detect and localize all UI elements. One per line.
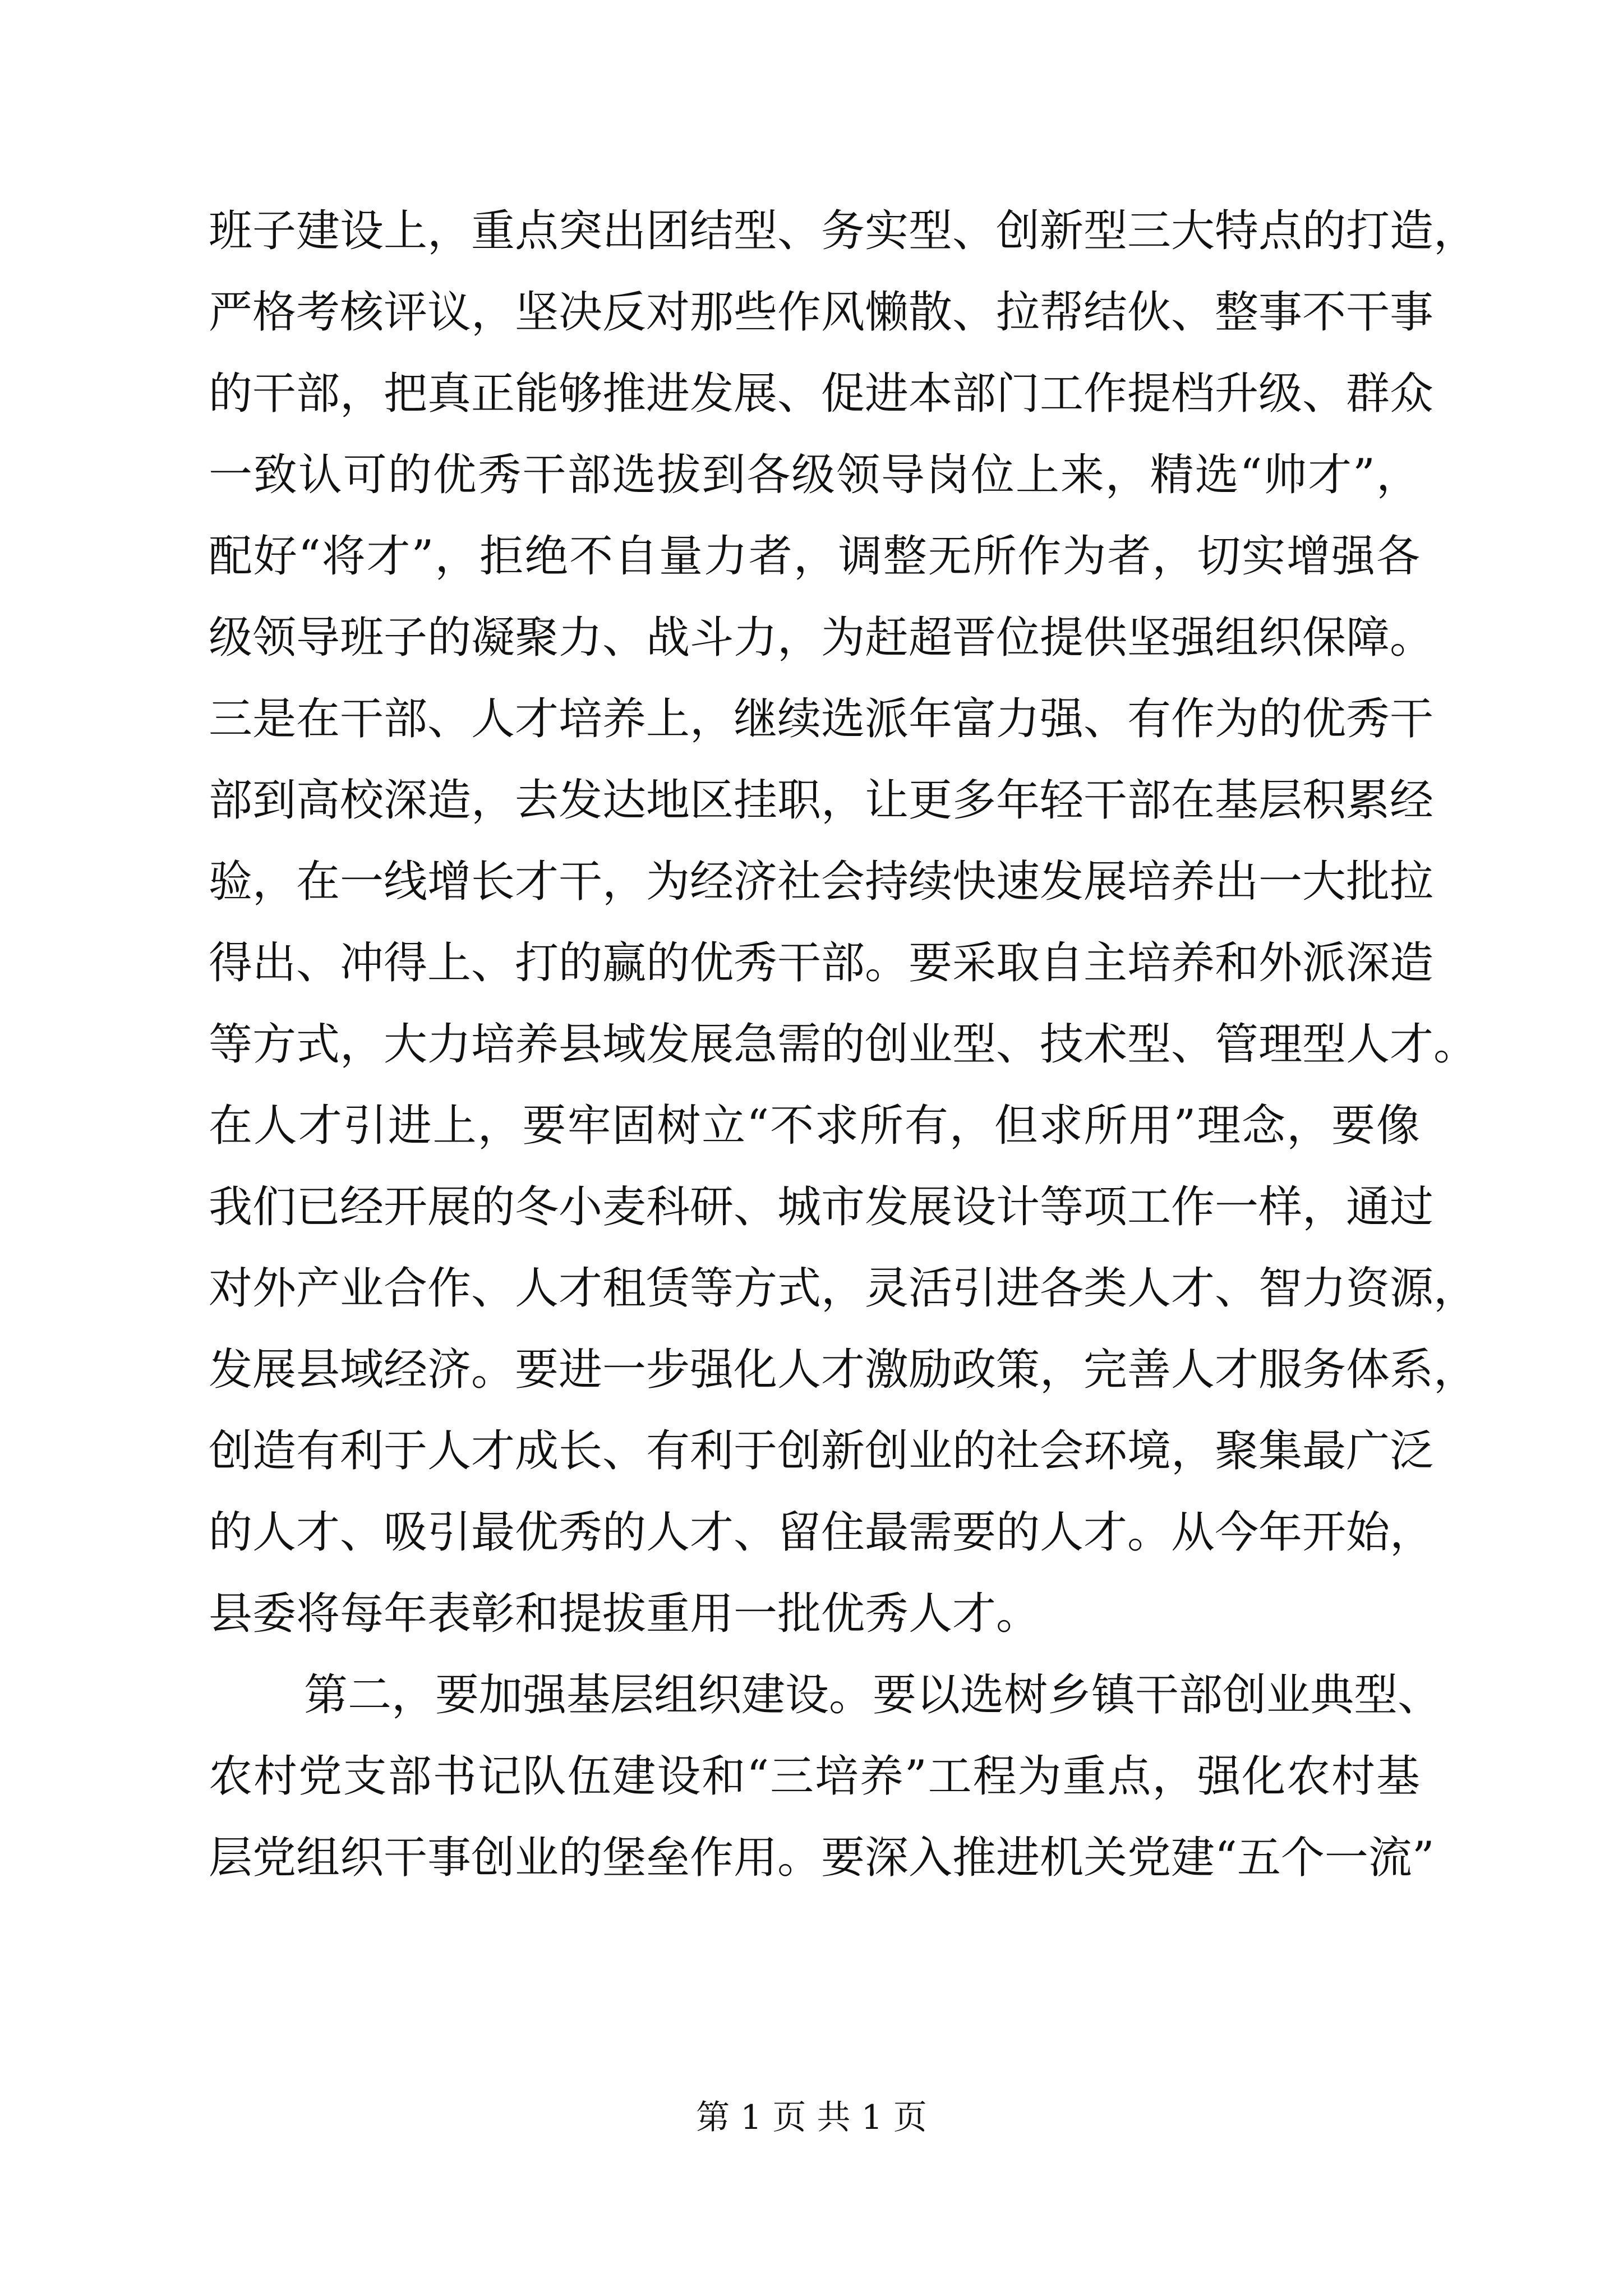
text-line: 严格考核评议，坚决反对那些作风懒散、拉帮结伙、整事不干事	[209, 287, 1434, 338]
text-line: 三是在干部、人才培养上，继续选派年富力强、有作为的优秀干	[209, 694, 1434, 744]
text-line: 我们已经开展的冬小麦科研、城市发展设计等项工作一样，通过	[209, 1182, 1434, 1232]
text-line: 级领导班子的凝聚力、战斗力，为赶超晋位提供坚强组织保障。	[209, 613, 1434, 663]
page-number-footer: 第 1 页 共 1 页	[696, 2098, 927, 2137]
text-line: 的人才、吸引最优秀的人才、留住最需要的人才。从今年开始，	[209, 1507, 1434, 1558]
text-line: 县委将每年表彰和提拔重用一批优秀人才。	[209, 1589, 1040, 1639]
text-line: 在人才引进上，要牢固树立“不求所有，但求所用”理念，要像	[209, 1101, 1420, 1151]
text-line: 层党组织干事创业的堡垒作用。要深入推进机关党建“五个一流”	[209, 1833, 1435, 1883]
text-line: 验，在一线增长才干，为经济社会持续快速发展培养出一大批拉	[209, 857, 1434, 907]
document-body	[209, 191, 1478, 1899]
text-line: 创造有利于人才成长、有利于创新创业的社会环境，聚集最广泛	[209, 1426, 1434, 1476]
text-line: 第二，要加强基层组织建设。要以选树乡镇干部创业典型、	[304, 1670, 1442, 1720]
text-line: 等方式，大力培养县域发展急需的创业型、技术型、管理型人才。	[209, 1019, 1478, 1070]
text-line: 一致认可的优秀干部选拔到各级领导岗位上来，精选“帅才”，	[209, 450, 1420, 500]
text-line: 配好“将才”，拒绝不自量力者，调整无所作为者，切实增强各	[209, 531, 1420, 582]
text-line: 得出、冲得上、打的赢的优秀干部。要采取自主培养和外派深造	[209, 938, 1434, 988]
text-line: 发展县域经济。要进一步强化人才激励政策，完善人才服务体系，	[209, 1345, 1478, 1395]
text-line: 部到高校深造，去发达地区挂职，让更多年轻干部在基层积累经	[209, 775, 1434, 826]
text-line: 农村党支部书记队伍建设和“三培养”工程为重点，强化农村基	[209, 1751, 1420, 1802]
text-line: 班子建设上，重点突出团结型、务实型、创新型三大特点的打造，	[209, 206, 1478, 256]
text-line: 对外产业合作、人才租赁等方式，灵活引进各类人才、智力资源，	[209, 1263, 1478, 1314]
text-line: 的干部，把真正能够推进发展、促进本部门工作提档升级、群众	[209, 369, 1434, 419]
